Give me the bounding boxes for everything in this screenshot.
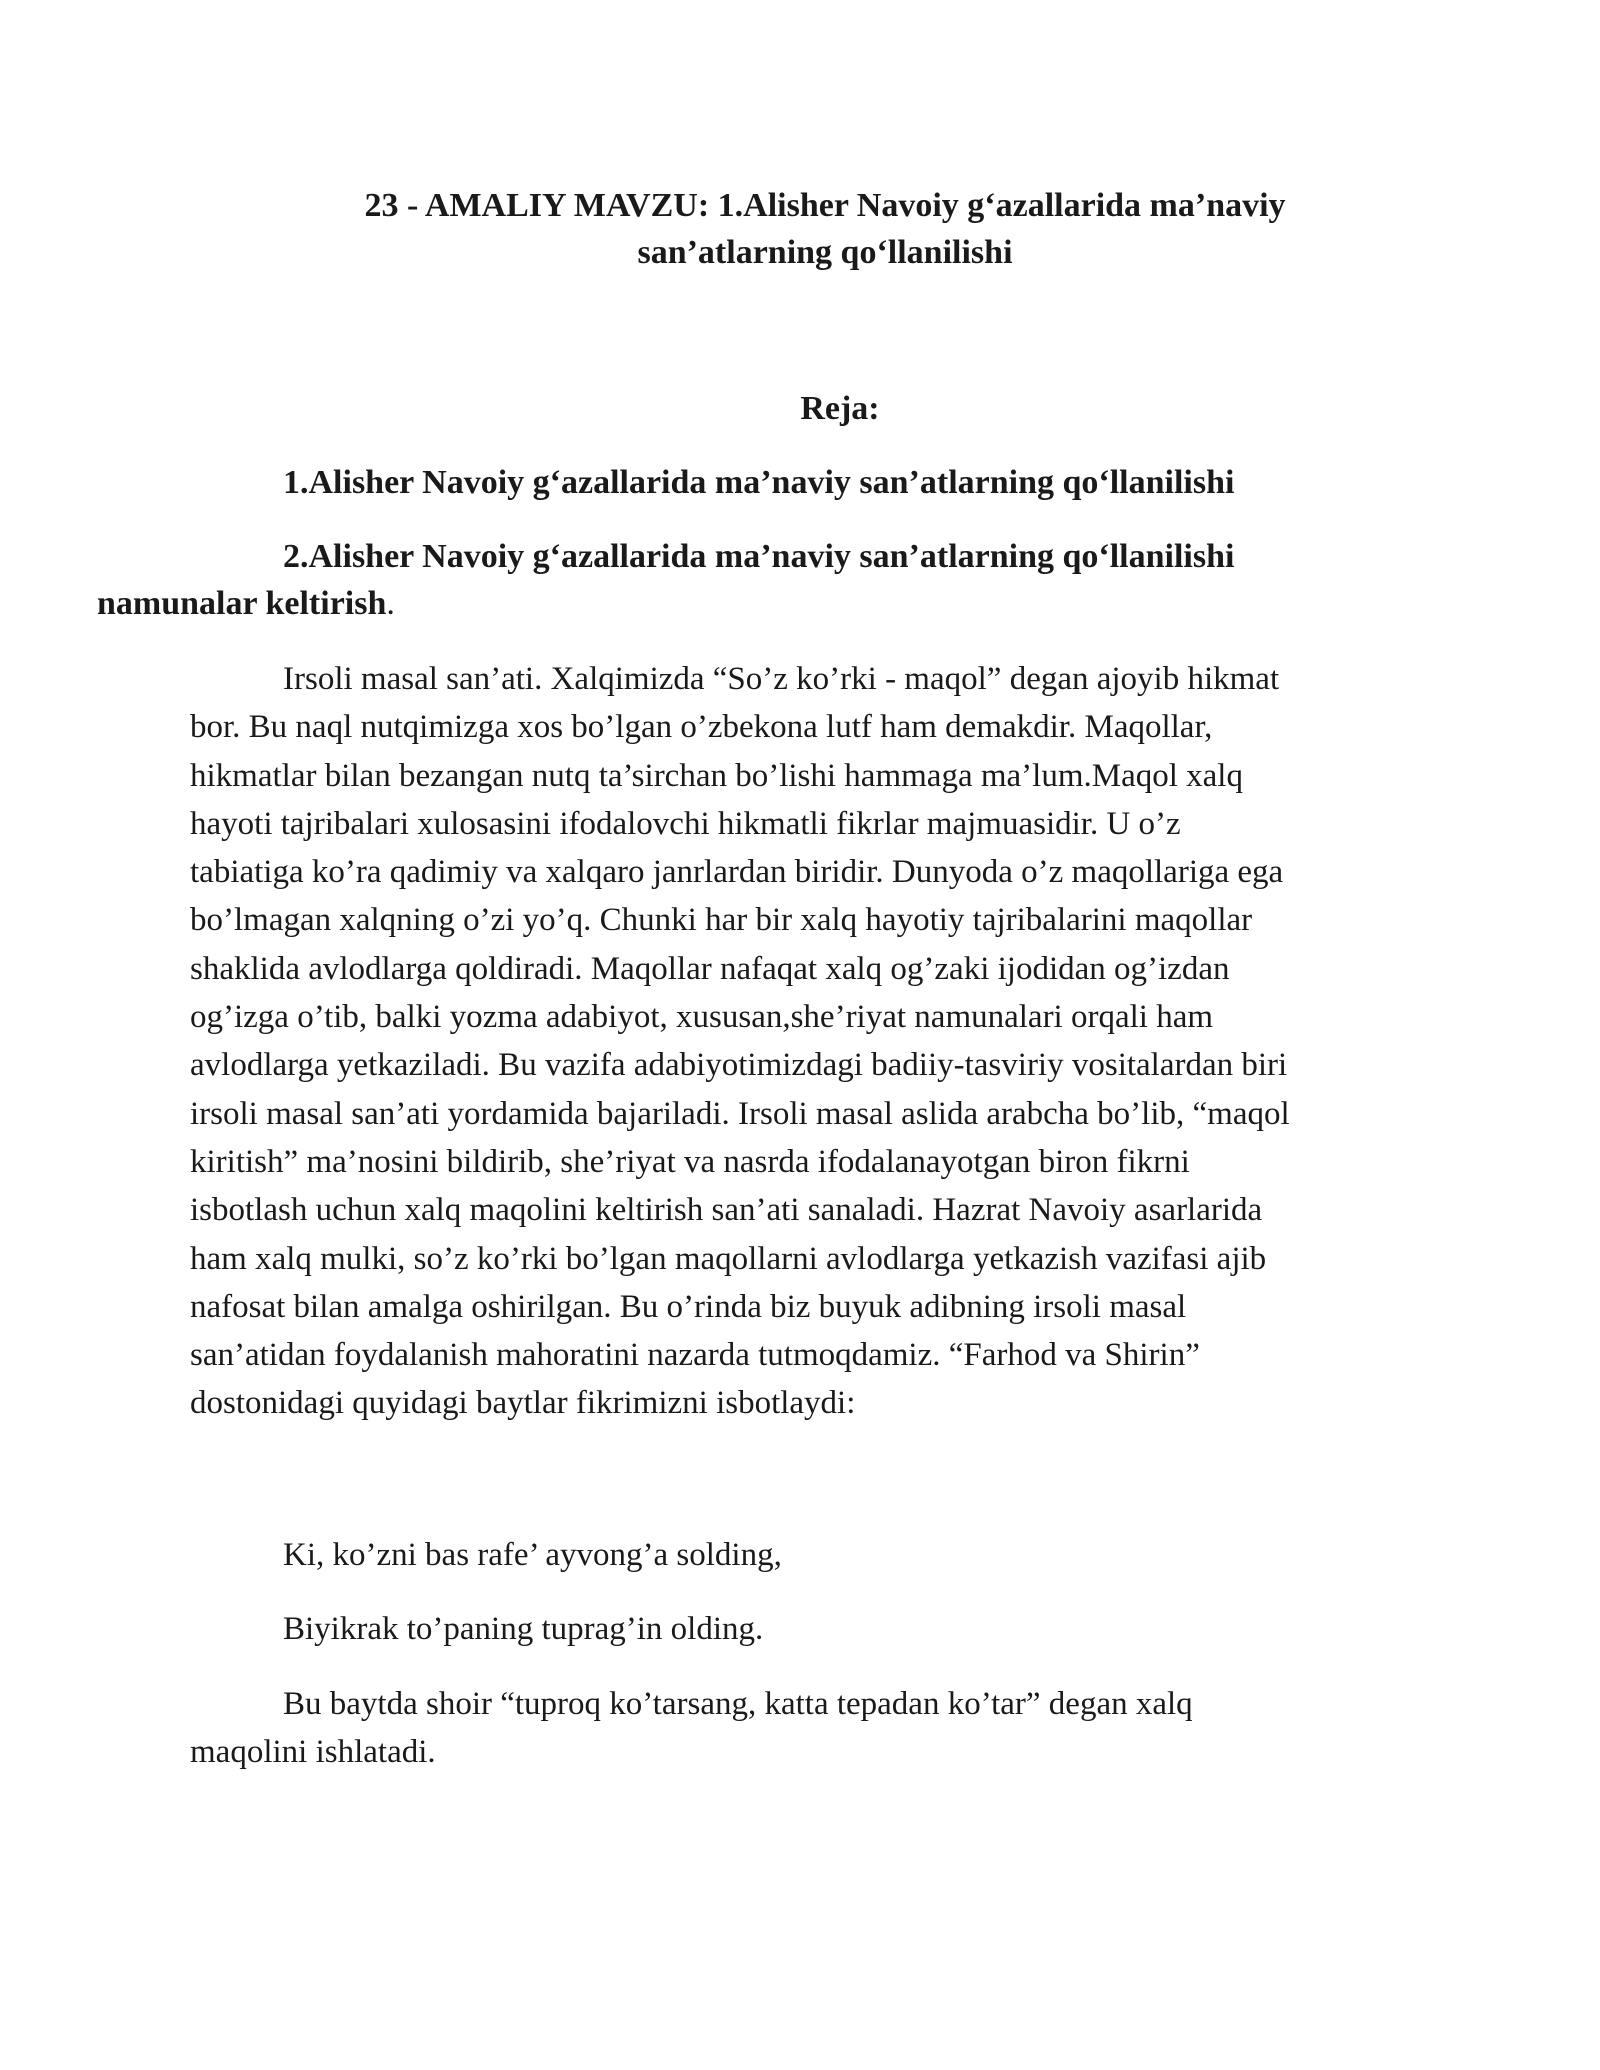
body-line: bo’lmagan xalqning o’zi yo’q. Chunki har bir xalq hayotiy tajribalarini maqollar [190,902,1253,939]
body-line: dostonidagi quyidagi baytlar fikrimizni isbotlaydi: [190,1385,856,1422]
title-line-1: 23 - AMALIY MAVZU: 1.Alisher Navoiy g‘azallarida ma’naviy [364,187,1286,224]
body-line: irsoli masal san’ati yordamida bajariladi. Irsoli masal aslida arabcha bo’lib, “maqol [190,1095,1290,1132]
plan-item-1-text: 1.Alisher Navoiy g‘azallarida ma’naviy san’atlarning qo‘llanilishi [283,464,1235,501]
plan-item-2-period: . [386,585,395,622]
body-line: kiritish” ma’nosini bildirib, she’riyat va nasrda ifodalanayotgan biron fikrni [190,1143,1190,1180]
body-line: isbotlash uchun xalq maqolini keltirish san’ati sanaladi. Hazrat Navoiy asarlarida [190,1192,1263,1229]
title-line-2: san’atlarning qo‘llanilishi [637,234,1013,271]
closing-line-2: maqolini ishlatadi. [190,1734,436,1770]
body-line: hayoti tajribalari xulosasini ifodalovchi hikmatli fikrlar majmuasidir. U o’z [190,805,1181,842]
body-line: hikmatlar bilan bezangan nutq ta’sirchan bo’lishi hammaga ma’lum.Maqol xalq [190,757,1243,794]
verse-line-2: Biyikrak to’paning tuprag’in olding. [283,1611,764,1647]
verse-line-1: Ki, ko’zni bas rafe’ ayvong’a solding, [283,1537,782,1573]
body-line: ham xalq mulki, so’z ko’rki bo’lgan maqollarni avlodlarga yetkazish vazifasi ajib [190,1240,1267,1277]
plan-heading: Reja: [800,390,880,427]
body-line: nafosat bilan amalga oshirilgan. Bu o’rinda biz buyuk adibning irsoli masal [190,1288,1187,1325]
body-line: og’izga o’tib, balki yozma adabiyot, xususan,she’riyat namunalari orqali ham [190,999,1214,1036]
body-line: Irsoli masal san’ati. Xalqimizda “So’z ko’rki - maqol” degan ajoyib hikmat [283,661,1280,697]
plan-item-1 [190,459,1410,506]
plan-item-2-text-line2: namunalar keltirish [97,585,387,622]
body-line: bor. Bu naql nutqimizga xos bo’lgan o’zbekona lutf ham demakdir. Maqollar, [190,709,1213,746]
body-line: avlodlarga yetkaziladi. Bu vazifa adabiyotimizdagi badiiy-tasviriy vositalardan biri [190,1047,1288,1084]
body-paragraph [190,655,1420,1428]
body-line: tabiatiga ko’ra qadimiy va xalqaro janrlardan biridir. Dunyoda o’z maqollariga ega [190,854,1284,891]
closing-paragraph [190,1680,1420,1776]
body-line: san’atidan foydalanish mahoratini nazarda tutmoqdamiz. “Farhod va Shirin” [190,1337,1200,1374]
page-title [190,182,1460,276]
plan-item-2 [97,533,1410,627]
body-line: shaklida avlodlarga qoldiradi. Maqollar nafaqat xalq og’zaki ijodidan og’izdan [190,950,1230,987]
plan-item-2-text-line1: 2.Alisher Navoiy g‘azallarida ma’naviy san’atlarning qo‘llanilishi [283,538,1235,575]
closing-line-1: Bu baytda shoir “tuproq ko’tarsang, katta tepadan ko’tar” degan xalq [283,1686,1193,1722]
